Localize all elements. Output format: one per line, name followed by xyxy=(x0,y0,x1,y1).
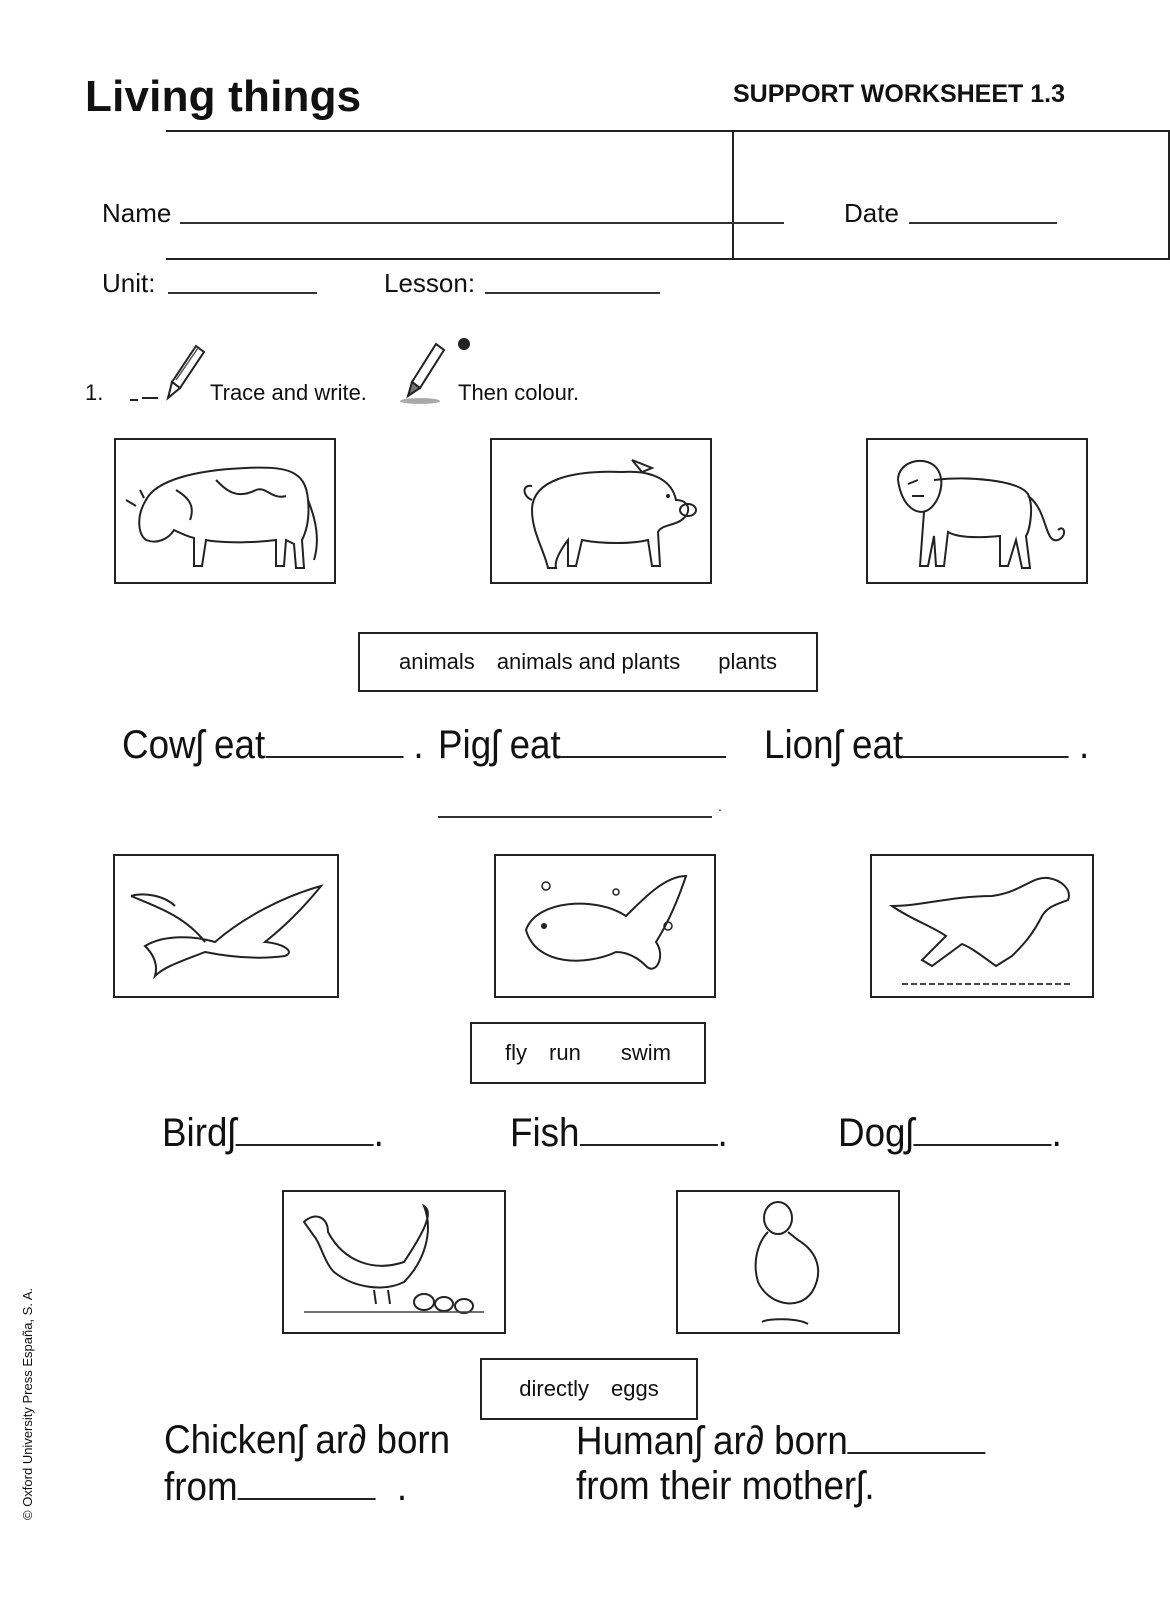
lesson-field[interactable] xyxy=(485,292,660,294)
exercise-number: 1. xyxy=(85,380,104,405)
date-label: Date xyxy=(844,198,899,228)
fish-answer-blank[interactable] xyxy=(580,1110,718,1146)
word-option: directly xyxy=(519,1376,589,1401)
bird-sentence-end: . xyxy=(373,1111,384,1155)
lion-sentence-end: . xyxy=(1078,723,1090,767)
chicken-picture xyxy=(282,1190,506,1334)
worksheet-title: Living things xyxy=(85,72,362,121)
trace-instruction: Trace and write. xyxy=(210,380,367,405)
dog-sentence xyxy=(838,1110,1062,1156)
word-option: plants xyxy=(718,649,777,674)
pregnant-woman-icon xyxy=(678,1192,898,1332)
colour-instruction: Then colour. xyxy=(458,380,580,405)
fish-sentence-end: . xyxy=(717,1111,728,1155)
lion-icon xyxy=(868,440,1086,582)
word-option: eggs xyxy=(610,1376,659,1401)
worksheet-code: SUPPORT WORKSHEET 1.3 xyxy=(733,80,1065,108)
dog-icon xyxy=(872,856,1092,996)
pig-sentence-end: . xyxy=(718,798,722,814)
word-option: swim xyxy=(620,1040,671,1065)
bird-sentence-text: Birdʃ xyxy=(162,1111,236,1155)
lion-sentence xyxy=(764,722,1089,768)
bird-picture xyxy=(113,854,339,998)
lion-answer-blank[interactable] xyxy=(903,722,1069,758)
trace-pencil-icon xyxy=(128,340,208,410)
fish-picture xyxy=(494,854,716,998)
word-bank-birth xyxy=(480,1358,698,1420)
chicken-sentence-end: . xyxy=(396,1465,408,1509)
date-field[interactable] xyxy=(909,222,1057,224)
pregnant-woman-picture xyxy=(676,1190,900,1334)
name-field[interactable] xyxy=(180,222,784,224)
fish-sentence xyxy=(510,1110,728,1156)
name-label: Name xyxy=(102,198,172,228)
word-bank-food xyxy=(358,632,818,692)
word-option: run xyxy=(549,1040,581,1065)
human-sentence-text: Humanʃ ar∂ born xyxy=(576,1419,848,1463)
copyright-notice: © Oxford University Press España, S. A. xyxy=(20,1287,35,1520)
header-rule-bottom xyxy=(166,258,1170,260)
chicken-answer-blank[interactable] xyxy=(238,1464,376,1500)
human-answer-blank[interactable] xyxy=(848,1418,986,1454)
cow-sentence-end: . xyxy=(413,723,424,767)
pig-sentence-text: Pigʃ eat xyxy=(438,723,561,767)
unit-field[interactable] xyxy=(168,292,317,294)
dog-sentence-end: . xyxy=(1051,1111,1062,1155)
word-option: animals xyxy=(399,649,475,674)
lion-picture xyxy=(866,438,1088,584)
pig-picture xyxy=(490,438,712,584)
word-option: fly xyxy=(505,1040,528,1065)
fish-sentence-text: Fish xyxy=(510,1111,580,1155)
dog-picture xyxy=(870,854,1094,998)
human-sentence-line1 xyxy=(576,1418,986,1464)
chicken-icon xyxy=(284,1192,504,1332)
chicken-sentence-from: from xyxy=(164,1465,238,1509)
word-option: animals and plants xyxy=(496,649,681,674)
dog-answer-blank[interactable] xyxy=(914,1110,1052,1146)
lion-sentence-text: Lionʃ eat xyxy=(764,723,904,767)
bird-icon xyxy=(115,856,337,996)
human-sentence-line2: from their motherʃ. xyxy=(576,1464,875,1508)
cow-icon xyxy=(116,440,334,582)
header-rule-top xyxy=(166,130,1170,132)
chicken-sentence-line1: Chickenʃ ar∂ born xyxy=(164,1418,451,1462)
pig-answer-continuation[interactable] xyxy=(438,816,712,818)
unit-label: Unit: xyxy=(102,268,156,298)
fish-icon xyxy=(496,856,714,996)
pig-sentence xyxy=(438,722,726,768)
cow-picture xyxy=(114,438,336,584)
dog-sentence-text: Dogʃ xyxy=(838,1111,914,1155)
header-divider xyxy=(732,130,734,260)
cow-sentence-text: Cowʃ eat xyxy=(122,723,266,767)
cow-sentence xyxy=(122,722,424,768)
bird-sentence xyxy=(162,1110,384,1156)
pig-icon xyxy=(492,440,710,582)
cow-answer-blank[interactable] xyxy=(265,722,403,758)
bird-answer-blank[interactable] xyxy=(236,1110,374,1146)
pig-answer-blank[interactable] xyxy=(561,722,727,758)
lesson-label: Lesson: xyxy=(384,268,476,298)
chicken-sentence-line2 xyxy=(164,1464,407,1510)
word-bank-movement xyxy=(470,1022,706,1084)
